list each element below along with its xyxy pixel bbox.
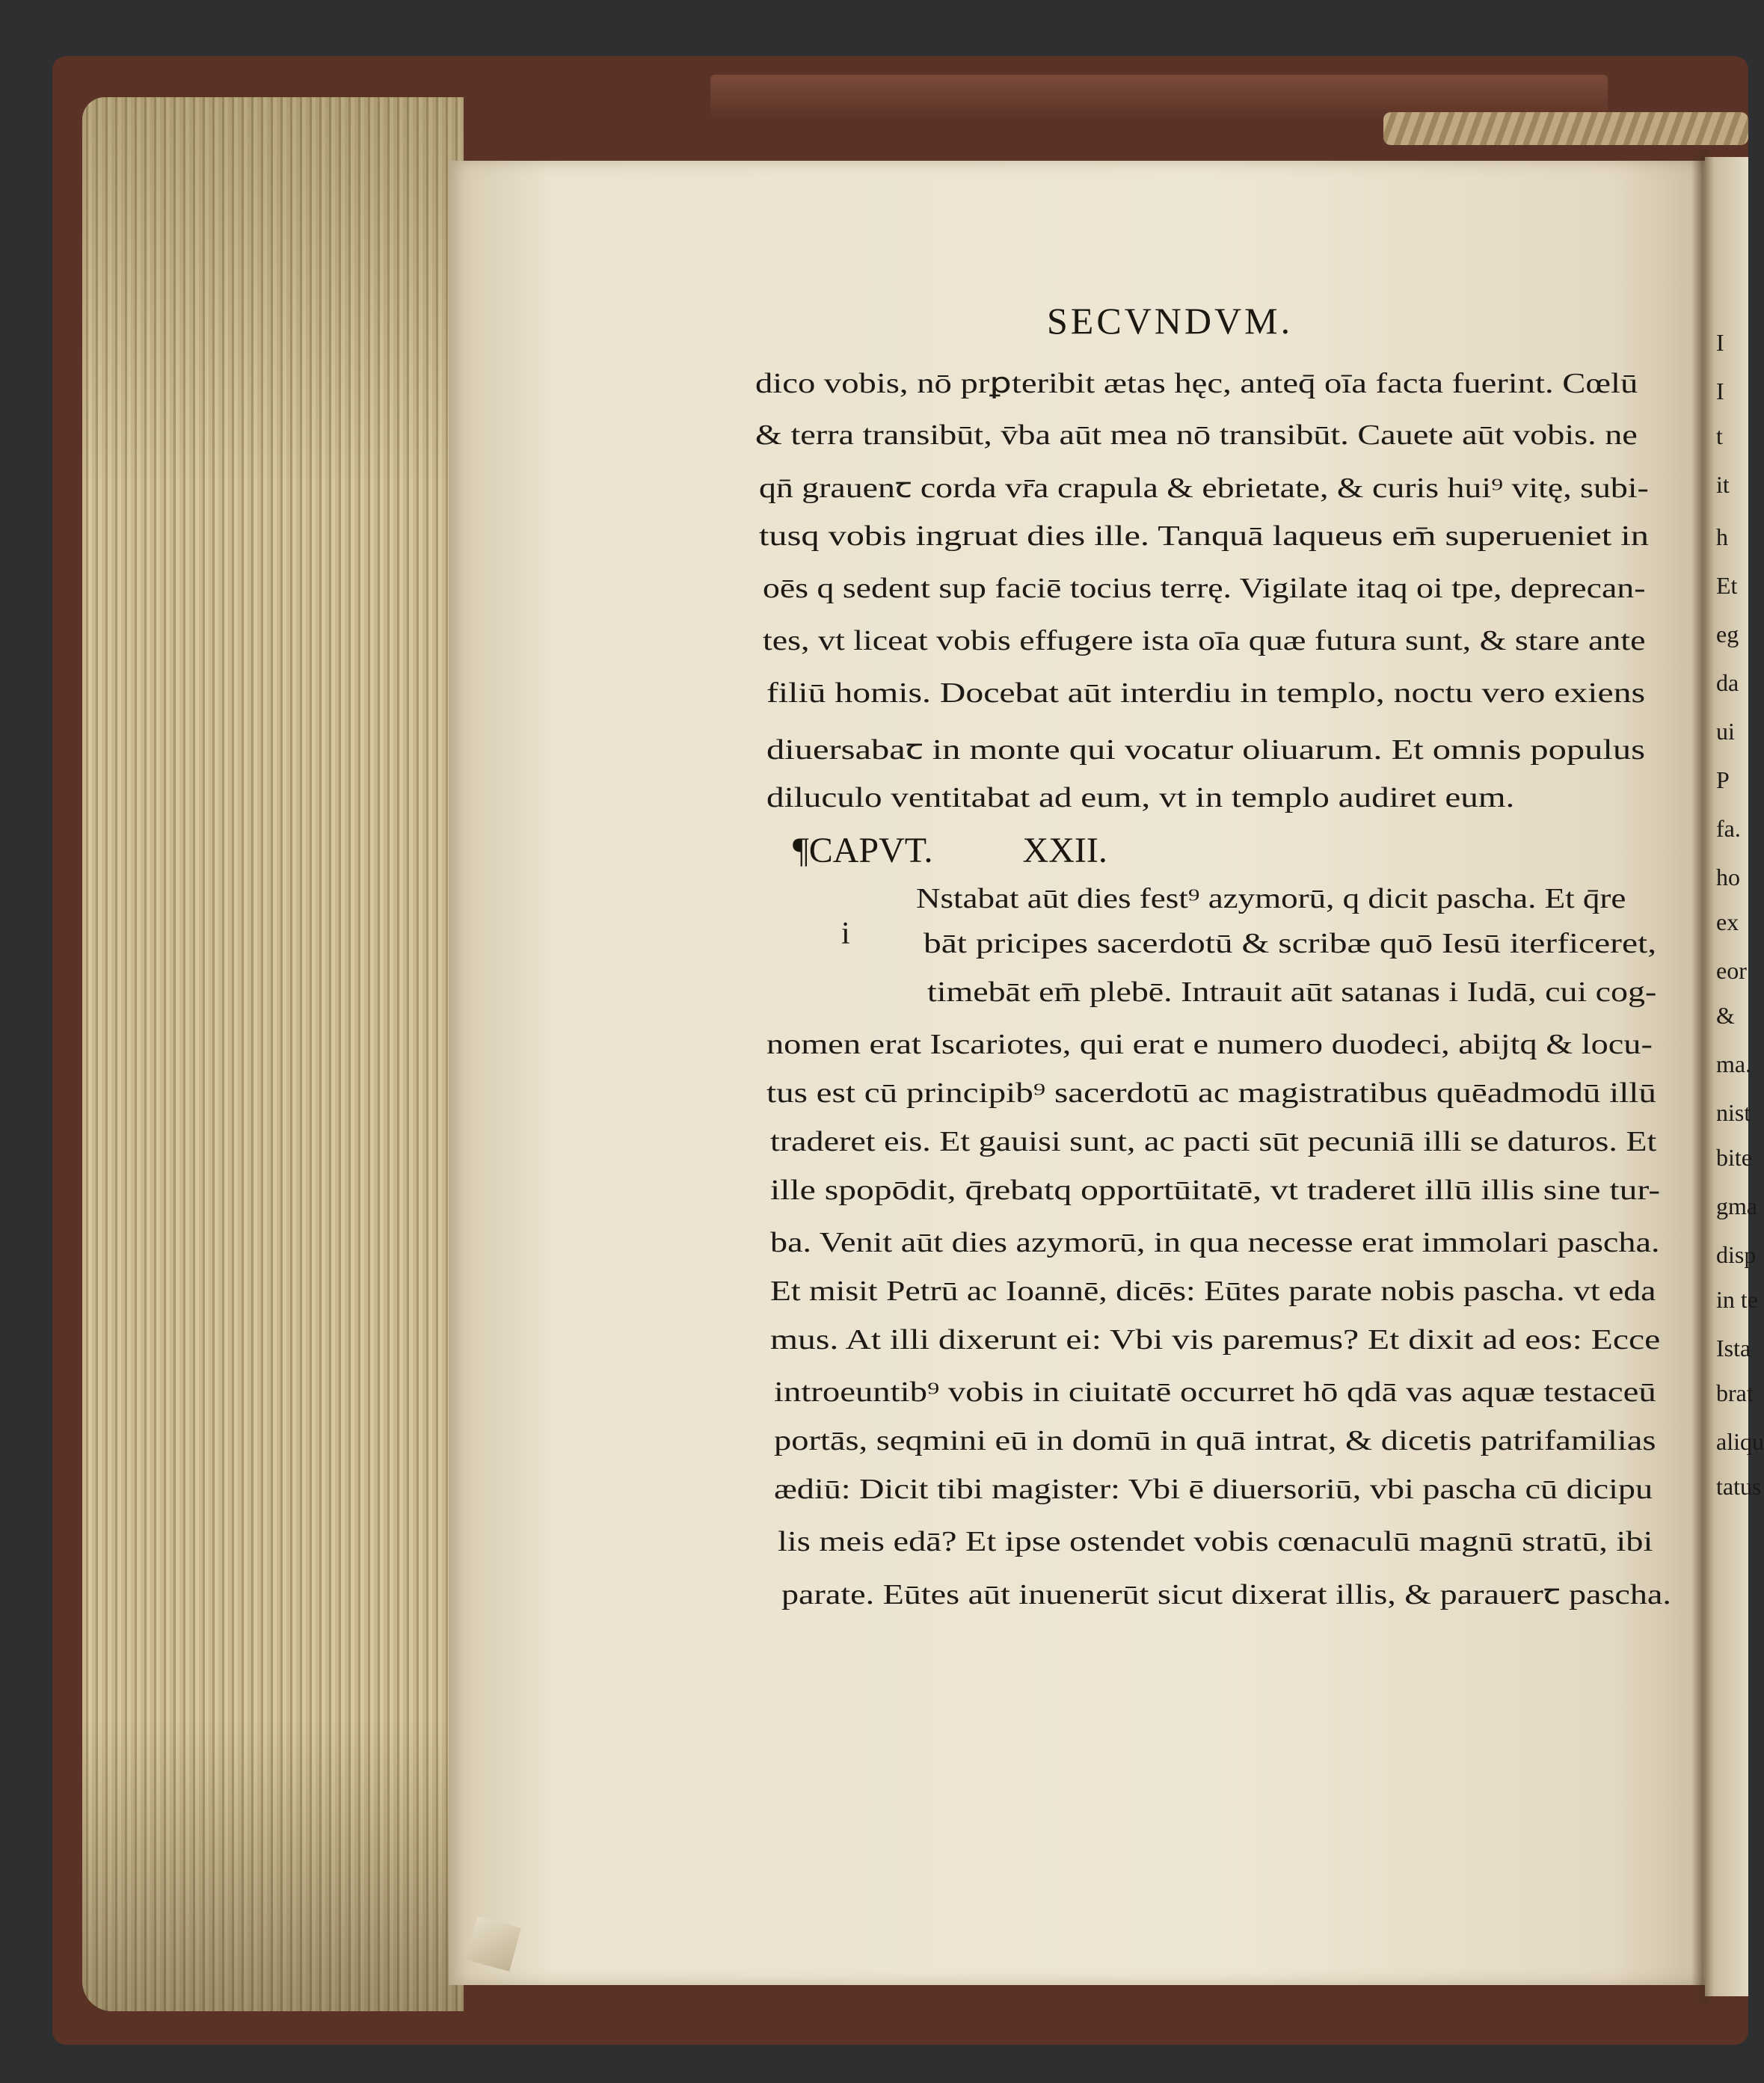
facing-fragment: nist <box>1716 1099 1751 1126</box>
text-line: diluculo ventitabat ad eum, vt in templo audiret eum. <box>766 782 1515 813</box>
facing-fragment: disp <box>1716 1241 1757 1268</box>
chapter-heading <box>793 830 1107 871</box>
text-line: lis meis edā? Et ipse ostendet vobis cœnaculū magnū stratū, ibi <box>778 1526 1653 1557</box>
facing-fragment: t <box>1716 422 1723 449</box>
facing-fragment: aliqu <box>1716 1428 1764 1455</box>
facing-fragment: I <box>1716 329 1724 356</box>
facing-fragment: P <box>1716 766 1730 793</box>
text-line: ille spopōdit, q̄rebatq opportūitatē, vt traderet illū illis sine tur- <box>770 1175 1661 1206</box>
facing-fragment: in te <box>1716 1286 1758 1313</box>
running-head: SECVNDVM. <box>1047 300 1294 342</box>
chapter-label: ¶CAPVT. <box>793 831 933 870</box>
facing-fragment: Et <box>1716 572 1738 599</box>
text-line: traderet eis. Et gauisi sunt, ac pacti sūt pecuniā illi se daturos. Et <box>770 1126 1657 1157</box>
facing-fragment: bite <box>1716 1144 1752 1171</box>
text-line: dico vobis, nō prꝑteribit ætas hęc, anteq̄ oīa facta fuerint. Cœlū <box>755 368 1638 399</box>
facing-fragment: Ista <box>1716 1335 1751 1362</box>
text-line: introeuntib⁹ vobis in ciuitatē occurret hō qdā vas aquæ testaceū <box>774 1376 1656 1408</box>
facing-fragment: & <box>1716 1002 1735 1029</box>
facing-fragment: it <box>1716 471 1730 498</box>
text-line: nomen erat Iscariotes, qui erat e numero duodeci, abijtq & locu- <box>766 1029 1653 1060</box>
text-line: Et misit Petrū ac Ioannē, dicēs: Eūtes parate nobis pascha. vt eda <box>770 1276 1656 1307</box>
text-line: tus est cū principib⁹ sacerdotū ac magistratibus quēadmodū illū <box>766 1077 1656 1109</box>
text-line: tusq vobis ingruat dies ille. Tanquā laqueus em̄ superueniet in <box>759 520 1649 552</box>
gutter-shadow <box>1691 150 1714 2004</box>
facing-fragment: h <box>1716 523 1728 550</box>
facing-fragment: ui <box>1716 718 1735 745</box>
text-line: bāt pricipes sacerdotū & scribæ quō Iesū iterficeret, <box>924 928 1657 959</box>
text-line: mus. At illi dixerunt ei: Vbi vis paremus? Et dixit ad eos: Ecce <box>770 1324 1661 1356</box>
facing-fragment: I <box>1716 378 1724 404</box>
text-line: ædiū: Dicit tibi magister: Vbi ē diuersoriū, vbi pascha cū dicipu <box>774 1474 1653 1505</box>
facing-fragment: eor <box>1716 957 1747 984</box>
text-line: Nstabat aūt dies fest⁹ azymorū, q dicit pascha. Et q̄re <box>916 883 1626 914</box>
facing-fragment: ex <box>1716 908 1739 935</box>
facing-fragment: fa. <box>1716 815 1741 842</box>
binding-string <box>1383 112 1748 145</box>
text-line: timebāt em̄ plebē. Intrauit aūt satanas i Iudā, cui cog- <box>927 976 1657 1008</box>
facing-fragment: tatus <box>1716 1473 1762 1500</box>
text-line: diuersabaꞇ in monte qui vocatur oliuarum. Et omnis populus <box>766 734 1645 766</box>
drop-initial: i <box>841 917 850 951</box>
text-line: portās, seqmini eū in domū in quā intrat, & dicetis patrifamilias <box>774 1425 1656 1456</box>
text-line: ba. Venit aūt dies azymorū, in qua necesse erat immolari pascha. <box>770 1227 1660 1258</box>
facing-fragment: da <box>1716 669 1739 696</box>
text-line: qn̄ grauenꞇ corda vr̄a crapula & ebrietate, & curis hui⁹ vitę, subi- <box>759 473 1649 504</box>
text-line: oēs q sedent sup faciē tocius terrę. Vigilate itaq oi tpe, deprecan- <box>763 573 1646 604</box>
facing-fragment: ho <box>1716 864 1740 890</box>
facing-fragment: brat <box>1716 1379 1754 1406</box>
text-line: & terra transibūt, v̄ba aūt mea nō transibūt. Cauete aūt vobis. ne <box>755 419 1638 451</box>
facing-fragment: gma <box>1716 1193 1758 1219</box>
facing-fragment: eg <box>1716 621 1739 647</box>
text-line: filiū homis. Docebat aūt interdiu in templo, noctu vero exiens <box>766 677 1646 709</box>
text-line: tes, vt liceat vobis effugere ista oīa quæ futura sunt, & stare ante <box>763 625 1646 656</box>
facing-fragment: ma. <box>1716 1050 1752 1077</box>
page-edges <box>82 97 464 2011</box>
chapter-number: XXII. <box>1022 831 1107 870</box>
text-line: parate. Eūtes aūt inuenerūt sicut dixerat illis, & parauerꞇ pascha. <box>781 1579 1671 1610</box>
